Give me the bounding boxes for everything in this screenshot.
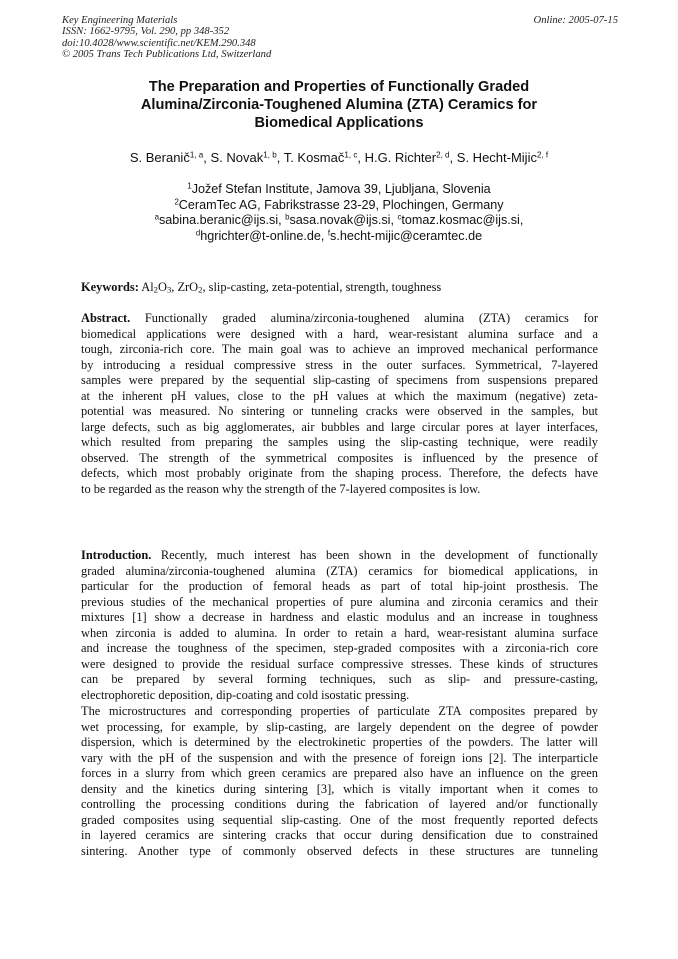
author: S. Beranič$^{1, a}$: [129, 150, 204, 165]
keywords-label: Keywords:: [81, 280, 139, 294]
intro-line: mixtures [1] show a decrease in hardness and elastic modulus and an increase in toughness: [81, 610, 598, 625]
intro-line: controlling the processing conditions during the fabrication of layered and/or functionally: [81, 797, 598, 812]
abstract-line: large defects, such as big agglomerates, air bubbles and large circular pores at layer interfaces,: [81, 419, 598, 434]
journal-copyright: © 2005 Trans Tech Publications Ltd, Switzerland: [62, 49, 272, 61]
keywords: Keywords: $Al_2O_3$, ZrO$_2$, slip-casting, zeta-potential, strength, toughness: [81, 280, 442, 295]
intro-line: vary with the pH of the suspension and with the presence of foreign ions [2]. The interparticle: [81, 750, 598, 765]
intro-line: previous studies of the mechanical properties of pure alumina and zirconia ceramics and their: [81, 594, 598, 609]
intro-line: sintering. Another type of commonly observed defects in these structures are tunneling: [81, 843, 598, 858]
author-list: S. Beranič$^{1, a}$, S. Novak$^{1, b}$, T. Kosmač$^{1, c}$, H.G. Richter$^{2, d}$, S. Hecht-Mijic$^{2, f}$: [129, 150, 549, 165]
email[interactable]: $^a$sabina.beranic@ijs.si: [154, 212, 279, 228]
intro-line: particular for the production of femoral heads as part of total hip-joint prosthesis. The: [81, 579, 598, 594]
introduction-paragraph-2: [81, 704, 598, 859]
journal-name: Key Engineering Materials: [62, 15, 178, 26]
intro-line: graded alumina/zirconia-toughened alumina (ZTA) ceramics for biomedical applications, in: [81, 563, 598, 578]
abstract-line: by introducing a residual compressive stress in the outer surfaces. Symmetrical, 7-layered: [81, 357, 598, 372]
email[interactable]: $^b$sasa.novak@ijs.si: [285, 212, 391, 228]
intro-line: when zirconia is added to alumina. In order to retain a hard, wear-resistant alumina surface: [81, 625, 598, 640]
intro-line: Introduction. Recently, much interest has been shown in the development of functionally: [81, 548, 598, 562]
author: T. Kosmač$^{1, c}$: [283, 150, 358, 165]
abstract-label: Abstract.: [81, 311, 131, 325]
affiliation-2: $^2$CeramTec AG, Fabrikstrasse 23-29, Plochingen, Germany: [174, 197, 504, 212]
intro-line: were designed to provide the residual surface compressive stresses. These kinds of structures: [81, 656, 598, 671]
author: S. Novak$^{1, b}$: [210, 150, 277, 165]
intro-line: electrophoretic deposition, dip-coating and cold isostatic pressing.: [81, 687, 410, 702]
introduction: [81, 548, 598, 703]
abstract-line: potential was measured. No sintering or tunneling cracks were observed in the samples, but: [81, 404, 598, 419]
abstract-line: which resulted from preparing the samples using the slip-casting technique, were readily: [81, 435, 598, 450]
email[interactable]: $^c$tomaz.kosmac@ijs.si: [397, 212, 520, 228]
intro-line: wet processing, for example, by slip-casting, are largely dependent on the degree of powder: [81, 719, 598, 734]
title-line: The Preparation and Properties of Functionally Graded: [148, 79, 530, 95]
author: S. Hecht-Mijic$^{2, f}$: [456, 150, 549, 165]
intro-line: can be prepared by several forming techniques, such as slip- and pressure-casting,: [81, 672, 598, 687]
intro-line: graded composites using sequential slip-casting. One of the most frequently reported defects: [81, 812, 598, 827]
journal-header: [62, 15, 618, 61]
introduction-label: Introduction.: [81, 548, 152, 562]
abstract-line: samples were prepared by the sequential slip-casting of specimens from suspensions prepared: [81, 373, 598, 388]
title-line: Biomedical Applications: [254, 115, 424, 131]
paper-title: [80, 78, 598, 132]
affiliation-1: $^1$Jožef Stefan Institute, Jamova 39, Ljubljana, Slovenia: [187, 181, 491, 196]
abstract-line: at the inherent pH values, close to the pH values at which the maximum (negative) zeta-: [81, 388, 598, 403]
title-line: Alumina/Zirconia-Toughened Alumina (ZTA) Ceramics for: [140, 97, 538, 113]
intro-line: in layered ceramics are sintering cracks that occur during densification due to constrained: [81, 828, 598, 843]
abstract-line: tough, zirconia-rich core. The main goal was to achieve an improved mechanical performance: [81, 342, 598, 357]
abstract-line: defects, which most probably originate from the shaping process. Therefore, the defects have: [81, 466, 598, 481]
author: H.G. Richter$^{2, d}$: [364, 150, 450, 165]
online-date: Online: 2005-07-15: [533, 15, 618, 26]
intro-line: and increase the toughness of the specimen, step-graded composites with a zirconia-rich core: [81, 641, 598, 656]
email-line: $^a$sabina.beranic@ijs.si, $^b$sasa.novak@ijs.si, $^c$tomaz.kosmac@ijs.si,: [154, 212, 524, 228]
journal-issn: ISSN: 1662-9795, Vol. 290, pp 348-352: [62, 26, 230, 38]
email[interactable]: $^d$hgrichter@t-online.de: [195, 228, 321, 243]
intro-line: forces in a slurry from which green ceramics are prepared also have an influence on the green: [81, 766, 598, 781]
intro-line: The microstructures and corresponding properties of particulate ZTA composites prepared by: [81, 704, 598, 718]
email-line: $^d$hgrichter@t-online.de, $^f$s.hecht-mijic@ceramtec.de: [195, 228, 483, 243]
affiliations: [60, 182, 618, 244]
abstract-line: observed. The strength of the symmetrical composites is influenced by the presence of: [81, 450, 598, 465]
abstract-line: Abstract. Functionally graded alumina/zirconia-toughened alumina (ZTA) ceramics for: [81, 311, 598, 325]
abstract: [81, 311, 598, 498]
abstract-line: to be regarded as the reason why the strength of the 7-layered composites is low.: [81, 482, 481, 497]
intro-line: dispersion, which is determined by the electrokinetic properties of the powders. The latter will: [81, 735, 598, 750]
intro-line: density and the kinetics during sintering [3], which is vitally important when it comes to: [81, 781, 598, 796]
email[interactable]: $^f$s.hecht-mijic@ceramtec.de: [327, 228, 483, 243]
journal-doi: doi:10.4028/www.scientific.net/KEM.290.348: [62, 37, 256, 49]
abstract-line: biomedical applications were designed with a hard, wear-resistant alumina surface and a: [81, 326, 598, 341]
